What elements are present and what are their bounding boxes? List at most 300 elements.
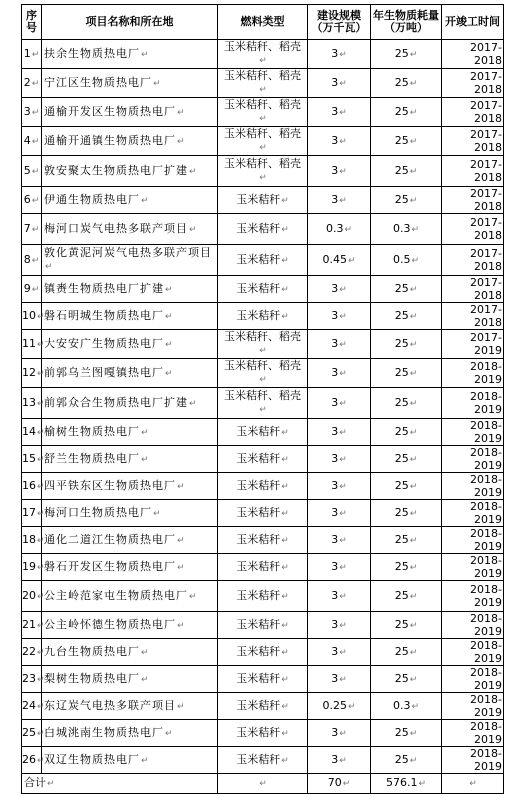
scale-cell <box>308 666 371 693</box>
fuel-type-text: 玉米秸秆 <box>236 725 281 739</box>
paragraph-mark: ↵ <box>281 755 289 766</box>
period-text: 2018-2019 <box>470 583 502 609</box>
period-text: 2018-2019 <box>470 554 502 580</box>
table-row <box>22 720 504 747</box>
consumption-cell <box>371 639 442 666</box>
consumption-cell <box>371 187 442 214</box>
paragraph-mark: ↵ <box>339 620 347 631</box>
fuel-type-text: 玉米秸秆 <box>236 617 281 631</box>
project-name-cell <box>42 388 218 419</box>
scale-text: 3 <box>331 192 339 206</box>
table-row <box>22 666 504 693</box>
consumption-text: 25 <box>394 559 409 573</box>
header-construction-period: 开竣工时间 <box>442 5 504 40</box>
paragraph-mark: ↵ <box>409 284 418 295</box>
fuel-type-cell <box>218 720 308 747</box>
total-consumption-text: 576.1 <box>385 776 418 789</box>
scale-cell <box>308 639 371 666</box>
serial-number-cell <box>22 359 45 388</box>
project-name-text: 磐石开发区生物质热电厂 <box>44 559 176 573</box>
fuel-type-text: 玉米秸秆、稻壳 <box>224 157 301 170</box>
serial-number-cell <box>22 639 45 666</box>
table-row <box>22 747 504 774</box>
project-name-text: 通榆开发区生物质热电厂 <box>44 104 176 118</box>
fuel-type-cell <box>218 276 308 303</box>
project-name-cell <box>42 245 218 276</box>
consumption-text: 25 <box>394 671 409 685</box>
scale-text: 3 <box>331 505 339 519</box>
period-cell <box>442 720 504 747</box>
paragraph-mark: ↵ <box>189 398 198 409</box>
scale-cell <box>308 330 371 359</box>
paragraph-mark: ↵ <box>165 311 174 322</box>
paragraph-mark: ↵ <box>37 647 45 658</box>
paragraph-mark: ↵ <box>339 49 347 60</box>
fuel-type-text: 玉米秸秆 <box>236 752 281 766</box>
consumption-text: 25 <box>394 46 409 60</box>
serial-number-cell <box>22 40 42 69</box>
paragraph-mark: ↵ <box>259 56 267 66</box>
project-name-cell <box>42 446 218 473</box>
consumption-text: 25 <box>394 163 409 177</box>
fuel-type-text: 玉米秸秆、稻壳 <box>224 127 301 140</box>
serial-number-cell <box>22 98 42 127</box>
serial-number-text: 5 <box>23 163 31 177</box>
scale-cell <box>308 554 371 581</box>
project-name-text: 梅河口生物质热电厂 <box>44 505 152 519</box>
total-scale-text: 70 <box>327 776 342 789</box>
consumption-cell <box>371 98 442 127</box>
scale-cell <box>308 446 371 473</box>
project-name-text: 梅河口炭气电热多联产项目 <box>44 221 188 235</box>
paragraph-mark: ↵ <box>31 195 40 206</box>
paragraph-mark: ↵ <box>339 339 347 350</box>
project-name-cell <box>42 554 218 581</box>
paragraph-mark: ↵ <box>339 508 347 519</box>
period-cell <box>442 639 504 666</box>
paragraph-mark: ↵ <box>165 339 174 350</box>
serial-number-text: 18 <box>22 532 36 546</box>
fuel-type-cell <box>218 359 308 388</box>
serial-number-text: 4 <box>23 133 31 147</box>
table-row <box>22 40 504 69</box>
scale-text: 3 <box>331 424 339 438</box>
period-text: 2018-2019 <box>470 500 502 526</box>
paragraph-mark: ↵ <box>281 255 289 266</box>
consumption-cell <box>371 693 442 720</box>
table-row <box>22 98 504 127</box>
consumption-text: 25 <box>394 505 409 519</box>
paragraph-mark: ↵ <box>409 427 418 438</box>
fuel-type-text: 玉米秸秆、稻壳 <box>224 69 301 82</box>
paragraph-mark: ↵ <box>409 481 418 492</box>
paragraph-mark: ↵ <box>37 454 45 465</box>
table-row <box>22 612 504 639</box>
fuel-type-text: 玉米秸秆、稻壳 <box>224 359 301 372</box>
consumption-text: 25 <box>394 644 409 658</box>
paragraph-mark: ↵ <box>409 398 418 409</box>
project-name-cell <box>42 330 218 359</box>
paragraph-mark: ↵ <box>37 701 45 712</box>
fuel-type-text: 玉米秸秆 <box>236 252 281 266</box>
period-text: 2017-2018 <box>470 41 502 67</box>
serial-number-text: 17 <box>22 505 36 519</box>
period-text: 2017-2018 <box>470 276 502 302</box>
serial-number-text: 16 <box>22 478 36 492</box>
paragraph-mark: ↵ <box>281 224 289 235</box>
project-name-text: 前郭乌兰图嘎镇热电厂 <box>44 365 164 379</box>
paragraph-mark: ↵ <box>165 728 174 739</box>
paragraph-mark: ↵ <box>409 535 418 546</box>
fuel-type-text: 玉米秸秆 <box>236 532 281 546</box>
paragraph-mark: ↵ <box>141 755 150 766</box>
scale-cell <box>308 720 371 747</box>
period-cell <box>442 69 504 98</box>
serial-number-cell <box>22 187 42 214</box>
period-cell <box>442 500 504 527</box>
paragraph-mark: ↵ <box>339 647 347 658</box>
paragraph-mark: ↵ <box>37 427 45 438</box>
consumption-cell <box>371 500 442 527</box>
serial-number-cell <box>22 245 42 276</box>
project-name-cell <box>42 276 218 303</box>
consumption-text: 25 <box>394 588 409 602</box>
paragraph-mark: ↵ <box>177 481 186 492</box>
paragraph-mark: ↵ <box>31 284 40 295</box>
period-cell <box>442 419 504 446</box>
consumption-cell <box>371 446 442 473</box>
scale-text: 3 <box>331 365 339 379</box>
consumption-text: 25 <box>394 75 409 89</box>
period-cell <box>442 98 504 127</box>
paragraph-mark: ↵ <box>409 647 418 658</box>
period-cell <box>442 156 504 187</box>
serial-number-text: 22 <box>22 644 36 658</box>
fuel-type-text: 玉米秸秆、稻壳 <box>224 40 301 53</box>
paragraph-mark: ↵ <box>339 427 347 438</box>
fuel-type-cell <box>218 69 308 98</box>
table-row <box>22 446 504 473</box>
project-name-cell <box>42 693 218 720</box>
period-text: 2018-2019 <box>470 527 502 553</box>
paragraph-mark: ↵ <box>31 107 40 118</box>
paragraph-mark: ↵ <box>141 49 150 60</box>
total-label-cell <box>22 774 218 794</box>
fuel-type-cell <box>218 127 308 156</box>
serial-number-cell <box>22 330 45 359</box>
fuel-type-text: 玉米秸秆 <box>236 588 281 602</box>
paragraph-mark: ↵ <box>259 114 267 124</box>
paragraph-mark: ↵ <box>31 78 40 89</box>
consumption-text: 25 <box>394 336 409 350</box>
fuel-type-text: 玉米秸秆 <box>236 505 281 519</box>
paragraph-mark: ↵ <box>153 78 162 89</box>
paragraph-mark: ↵ <box>409 107 418 118</box>
scale-cell <box>308 69 371 98</box>
paragraph-mark: ↵ <box>281 535 289 546</box>
paragraph-mark: ↵ <box>409 78 418 89</box>
period-text: 2017-2018 <box>470 70 502 96</box>
paragraph-mark: ↵ <box>177 107 186 118</box>
project-name-text: 榆树生物质热电厂 <box>44 424 140 438</box>
period-text: 2017-2018 <box>470 99 502 125</box>
fuel-type-text: 玉米秸秆 <box>236 698 281 712</box>
consumption-cell <box>371 612 442 639</box>
project-name-text: 舒兰生物质热电厂 <box>44 451 140 465</box>
fuel-type-cell <box>218 98 308 127</box>
paragraph-mark: ↵ <box>339 398 347 409</box>
paragraph-mark: ↵ <box>37 755 45 766</box>
scale-text: 3 <box>331 395 339 409</box>
paragraph-mark: ↵ <box>45 262 54 272</box>
paragraph-mark: ↵ <box>409 136 418 147</box>
serial-number-text: 24 <box>22 698 36 712</box>
paragraph-mark: ↵ <box>281 284 289 295</box>
paragraph-mark: ↵ <box>411 255 420 266</box>
paragraph-mark: ↵ <box>409 674 418 685</box>
project-name-text: 镇赉生物质热电厂扩建 <box>44 281 164 295</box>
project-name-text: 前郭众合生物质热电厂扩建 <box>44 395 188 409</box>
fuel-type-text: 玉米秸秆、稻壳 <box>224 330 301 343</box>
paragraph-mark: ↵ <box>177 136 186 147</box>
fuel-type-text: 玉米秸秆 <box>236 308 281 322</box>
table-header-row <box>22 5 504 40</box>
scale-text: 3 <box>331 163 339 177</box>
project-name-cell <box>42 40 218 69</box>
paragraph-mark: ↵ <box>339 728 347 739</box>
scale-cell <box>308 527 371 554</box>
paragraph-mark: ↵ <box>281 674 289 685</box>
project-name-cell <box>42 127 218 156</box>
fuel-type-text: 玉米秸秆、稻壳 <box>224 98 301 111</box>
serial-number-cell <box>22 388 45 419</box>
paragraph-mark: ↵ <box>339 535 347 546</box>
serial-number-cell <box>22 693 45 720</box>
paragraph-mark: ↵ <box>281 620 289 631</box>
paragraph-mark: ↵ <box>31 49 40 60</box>
fuel-type-text: 玉米秸秆 <box>236 671 281 685</box>
scale-text: 3 <box>331 559 339 573</box>
paragraph-mark: ↵ <box>259 779 267 789</box>
project-name-cell <box>42 214 218 245</box>
scale-cell <box>308 581 371 612</box>
fuel-type-cell <box>218 473 308 500</box>
period-text: 2017-2018 <box>470 247 502 273</box>
paragraph-mark: ↵ <box>339 481 347 492</box>
fuel-type-cell <box>218 303 308 330</box>
period-cell <box>442 388 504 419</box>
serial-number-cell <box>22 527 45 554</box>
fuel-type-cell <box>218 330 308 359</box>
paragraph-mark: ↵ <box>37 481 45 492</box>
paragraph-mark: ↵ <box>37 674 45 685</box>
serial-number-text: 9 <box>23 281 31 295</box>
period-cell <box>442 303 504 330</box>
fuel-type-text: 玉米秸秆 <box>236 451 281 465</box>
table-row <box>22 127 504 156</box>
project-name-cell <box>42 639 218 666</box>
serial-number-text: 7 <box>23 221 31 235</box>
fuel-type-cell <box>218 500 308 527</box>
fuel-type-cell <box>218 446 308 473</box>
consumption-cell <box>371 747 442 774</box>
consumption-cell <box>371 581 442 612</box>
paragraph-mark: ↵ <box>411 224 420 235</box>
paragraph-mark: ↵ <box>31 166 40 177</box>
table-row <box>22 69 504 98</box>
scale-cell <box>308 156 371 187</box>
scale-text: 3 <box>331 281 339 295</box>
paragraph-mark: ↵ <box>281 481 289 492</box>
project-name-cell <box>42 473 218 500</box>
project-name-text: 磐石明城生物质热电厂 <box>44 308 164 322</box>
paragraph-mark: ↵ <box>409 620 418 631</box>
table-row <box>22 554 504 581</box>
period-cell <box>442 214 504 245</box>
serial-number-text: 12 <box>22 365 36 379</box>
paragraph-mark: ↵ <box>409 339 418 350</box>
consumption-text: 25 <box>394 192 409 206</box>
consumption-cell <box>371 388 442 419</box>
period-text: 2018-2019 <box>470 419 502 445</box>
paragraph-mark: ↵ <box>47 779 55 789</box>
serial-number-cell <box>22 446 45 473</box>
project-name-cell <box>42 500 218 527</box>
serial-number-text: 1 <box>23 46 31 60</box>
consumption-text: 25 <box>394 281 409 295</box>
paragraph-mark: ↵ <box>153 508 162 519</box>
paragraph-mark: ↵ <box>411 701 420 712</box>
scale-text: 3 <box>331 478 339 492</box>
paragraph-mark: ↵ <box>37 591 45 602</box>
period-cell <box>442 612 504 639</box>
table-row <box>22 330 504 359</box>
serial-number-cell <box>22 127 42 156</box>
project-name-cell <box>42 612 218 639</box>
paragraph-mark: ↵ <box>31 224 40 235</box>
scale-text: 3 <box>331 133 339 147</box>
table-row <box>22 156 504 187</box>
period-cell <box>442 473 504 500</box>
serial-number-text: 15 <box>22 451 36 465</box>
consumption-text: 0.5 <box>392 252 411 266</box>
project-name-text: 宁江区生物质热电厂 <box>44 75 152 89</box>
serial-number-text: 21 <box>22 617 36 631</box>
fuel-type-text: 玉米秸秆 <box>236 478 281 492</box>
serial-number-cell <box>22 747 45 774</box>
paragraph-mark: ↵ <box>281 311 289 322</box>
consumption-cell <box>371 666 442 693</box>
header-project-name: 项目名称和所在地 <box>42 5 218 40</box>
paragraph-mark: ↵ <box>259 173 267 183</box>
paragraph-mark: ↵ <box>281 195 289 206</box>
project-name-cell <box>42 98 218 127</box>
serial-number-cell <box>22 69 42 98</box>
project-name-cell <box>42 419 218 446</box>
serial-number-text: 8 <box>23 252 31 266</box>
paragraph-mark: ↵ <box>37 311 45 322</box>
project-name-cell <box>42 527 218 554</box>
project-name-text: 公主岭怀德生物质热电厂 <box>44 617 176 631</box>
serial-number-cell <box>22 419 45 446</box>
table-row <box>22 639 504 666</box>
serial-number-cell <box>22 500 45 527</box>
period-cell <box>442 554 504 581</box>
scale-text: 0.3 <box>325 221 344 235</box>
serial-number-text: 25 <box>22 725 36 739</box>
serial-number-cell <box>22 581 45 612</box>
consumption-cell <box>371 527 442 554</box>
paragraph-mark: ↵ <box>259 375 267 385</box>
paragraph-mark: ↵ <box>281 508 289 519</box>
fuel-type-cell <box>218 527 308 554</box>
project-name-text: 梨树生物质热电厂 <box>44 671 140 685</box>
period-text: 2018-2019 <box>470 720 502 746</box>
period-cell <box>442 446 504 473</box>
fuel-type-text: 玉米秸秆 <box>236 281 281 295</box>
paragraph-mark: ↵ <box>281 647 289 658</box>
paragraph-mark: ↵ <box>141 647 150 658</box>
period-cell <box>442 245 504 276</box>
consumption-text: 25 <box>394 725 409 739</box>
scale-cell <box>308 359 371 388</box>
fuel-type-text: 玉米秸秆 <box>236 192 281 206</box>
table-row <box>22 388 504 419</box>
project-name-text: 大安安广生物质热电厂 <box>44 336 164 350</box>
table-row <box>22 581 504 612</box>
period-cell <box>442 40 504 69</box>
fuel-type-cell <box>218 214 308 245</box>
paragraph-mark: ↵ <box>141 195 150 206</box>
paragraph-mark: ↵ <box>409 166 418 177</box>
paragraph-mark: ↵ <box>339 107 347 118</box>
fuel-type-cell <box>218 187 308 214</box>
total-period-cell <box>442 774 504 794</box>
period-cell <box>442 359 504 388</box>
fuel-type-text: 玉米秸秆 <box>236 644 281 658</box>
consumption-cell <box>371 214 442 245</box>
consumption-cell <box>371 330 442 359</box>
serial-number-cell <box>22 666 45 693</box>
consumption-text: 25 <box>394 451 409 465</box>
consumption-text: 25 <box>394 133 409 147</box>
paragraph-mark: ↵ <box>409 195 418 206</box>
paragraph-mark: ↵ <box>259 346 267 356</box>
paragraph-mark: ↵ <box>339 284 347 295</box>
project-name-cell <box>42 156 218 187</box>
paragraph-mark: ↵ <box>165 368 174 379</box>
fuel-type-cell <box>218 245 308 276</box>
paragraph-mark: ↵ <box>37 368 45 379</box>
total-fuel-cell <box>218 774 308 794</box>
project-name-text: 伊通生物质热电厂 <box>44 192 140 206</box>
project-name-cell <box>42 69 218 98</box>
scale-cell <box>308 500 371 527</box>
scale-cell <box>308 98 371 127</box>
serial-number-cell <box>22 156 42 187</box>
fuel-type-cell <box>218 612 308 639</box>
paragraph-mark: ↵ <box>141 454 150 465</box>
scale-text: 3 <box>331 725 339 739</box>
paragraph-mark: ↵ <box>339 78 347 89</box>
fuel-type-text: 玉米秸秆 <box>236 559 281 573</box>
period-text: 2018-2019 <box>470 693 502 719</box>
project-name-cell <box>42 187 218 214</box>
table-row <box>22 500 504 527</box>
project-name-text: 敦化黄泥河炭气电热多联产项目 <box>44 246 212 259</box>
total-consumption-cell <box>371 774 442 794</box>
table-row <box>22 359 504 388</box>
